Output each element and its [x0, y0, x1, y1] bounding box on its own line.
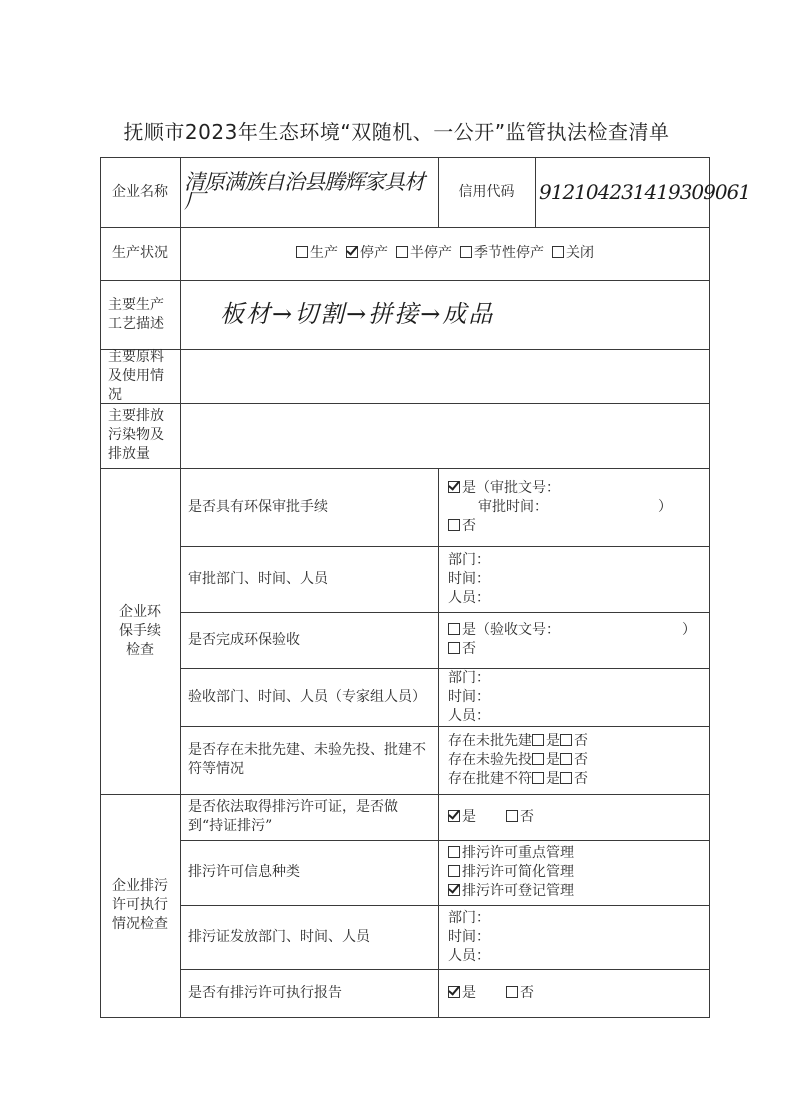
checkbox-checked[interactable]: [346, 246, 358, 258]
permit-issuer-question: 排污证发放部门、时间、人员: [188, 928, 370, 945]
checkbox[interactable]: [552, 246, 564, 258]
inspection-table: [100, 157, 751, 1018]
checkbox[interactable]: [460, 246, 472, 258]
checkbox[interactable]: [532, 772, 544, 784]
status-option[interactable]: 关闭: [552, 244, 594, 263]
production-status-label: 生产状况: [112, 245, 168, 261]
approval-answer: 是（审批文号： 审批时间： ） 否: [438, 468, 710, 546]
permit-type-answer: 排污许可重点管理 排污许可简化管理 排污许可登记管理: [438, 840, 710, 905]
approval-dept-question: 审批部门、时间、人员: [188, 570, 328, 587]
permit-answer: 是 否: [438, 794, 710, 840]
permit-issuer-answer: 部门： 时间： 人员：: [448, 909, 490, 964]
status-option[interactable]: 停产: [346, 244, 388, 263]
acceptance-dept-answer: 部门： 时间： 人员：: [448, 669, 490, 724]
process-label: 主要生产工艺描述: [108, 296, 164, 332]
status-option[interactable]: 季节性停产: [460, 244, 544, 263]
approval-question: 是否具有环保审批手续: [188, 498, 328, 515]
checkbox-checked[interactable]: [448, 481, 460, 493]
credit-code-label: 信用代码: [458, 183, 515, 200]
permit-question: 是否依法取得排污许可证，是否做到“持证排污”: [188, 799, 398, 834]
status-option[interactable]: 生产: [296, 244, 338, 263]
approval-dept-answer: 部门： 时间： 人员：: [448, 551, 490, 606]
production-status-options: [180, 227, 710, 280]
acceptance-answer: 是（验收文号： ） 否: [438, 612, 710, 668]
page-title: 抚顺市2023年生态环境“双随机、一公开”监管执法检查清单: [123, 120, 670, 144]
violation-answer: 存在未批先建 是 否 存在未验先投 是 否 存在批建不符 是 否: [448, 732, 588, 787]
checkbox-checked[interactable]: [448, 884, 460, 896]
status-option[interactable]: 半停产: [396, 244, 452, 263]
checkbox[interactable]: [560, 772, 572, 784]
checkbox[interactable]: [396, 246, 408, 258]
company-name-label: 企业名称: [112, 183, 168, 200]
checkbox[interactable]: [448, 623, 460, 635]
process-value: 板材→切割→拼接→成品: [220, 300, 495, 328]
env-procedure-section-label: 企业环保手续检查: [119, 603, 161, 658]
checkbox[interactable]: [448, 642, 460, 654]
credit-code-value: 912104231419309061: [539, 179, 751, 204]
permit-type-question: 排污许可信息种类: [188, 864, 300, 880]
checkbox[interactable]: [296, 246, 308, 258]
permit-section-label: 企业排污许可执行情况检查: [112, 878, 168, 932]
checkbox[interactable]: [448, 519, 460, 531]
acceptance-question: 是否完成环保验收: [188, 631, 300, 648]
checkbox[interactable]: [560, 753, 572, 765]
permit-report-question: 是否有排污许可执行报告: [188, 984, 342, 1001]
checkbox-checked[interactable]: [448, 986, 460, 998]
checkbox[interactable]: [532, 753, 544, 765]
raw-material-label: 主要原料及使用情况: [108, 348, 164, 403]
checkbox[interactable]: [560, 734, 572, 746]
pollutant-label: 主要排放污染物及排放量: [108, 408, 164, 462]
checkbox-checked[interactable]: [448, 810, 460, 822]
permit-report-answer: 是 否: [438, 969, 710, 1017]
checkbox[interactable]: [448, 846, 460, 858]
checkbox[interactable]: [506, 810, 518, 822]
checkbox[interactable]: [532, 734, 544, 746]
violation-question: 是否存在未批先建、未验先投、批建不符等情况: [188, 742, 426, 777]
acceptance-dept-question: 验收部门、时间、人员（专家组人员）: [188, 688, 426, 705]
checkbox[interactable]: [448, 865, 460, 877]
checkbox[interactable]: [506, 986, 518, 998]
company-name-value: 清原满族自治县腾辉家具材厂: [184, 170, 424, 213]
